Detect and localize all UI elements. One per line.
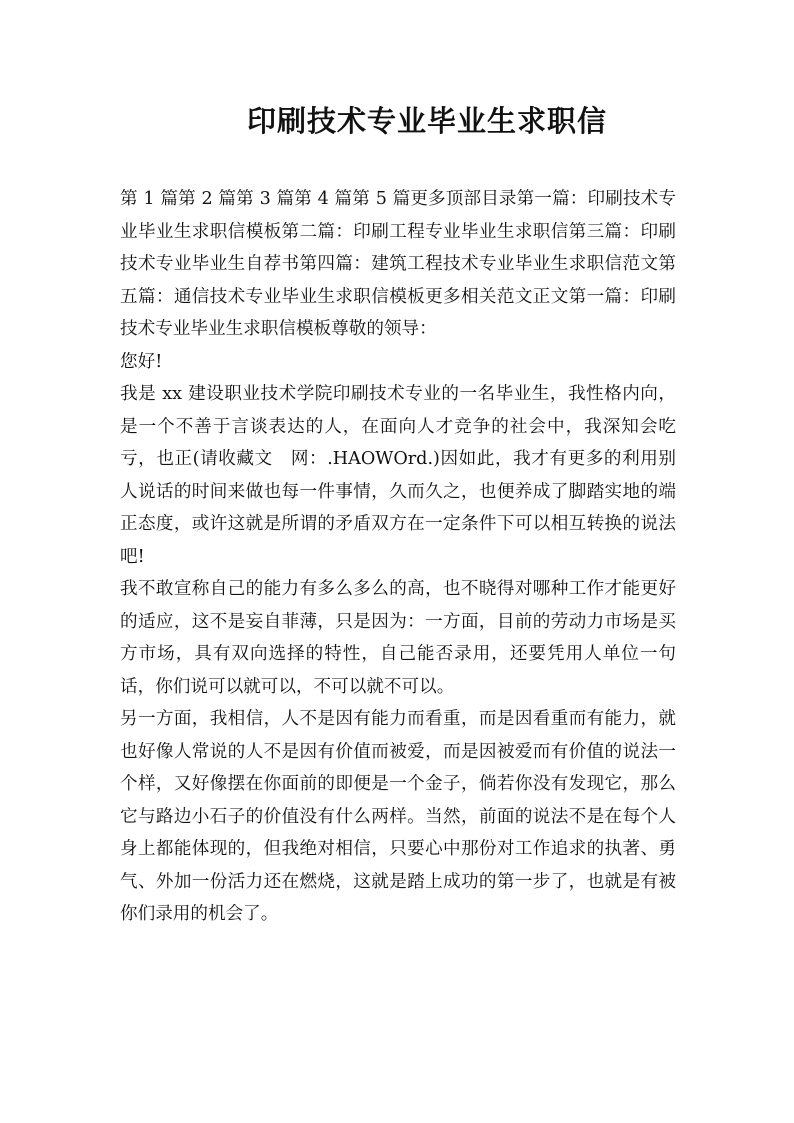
greeting: 您好! bbox=[120, 351, 163, 372]
body-paragraph-2: 我不敢宣称自己的能力有多么多么的高，也不晓得对哪种工作才能更好的适应，这不是妄自菲薄，只是因为：一方面，目前的劳动力市场是买方市场，具有双向选择的特性，自己能否录用，还要凭用人单位一句话，你们说可以就可以，不可以就不可以。 bbox=[120, 579, 676, 697]
toc-paragraph: 第 1 篇第 2 篇第 3 篇第 4 篇第 5 篇更多顶部目录第一篇：印刷技术专业毕业生求职信模板第二篇：印刷工程专业毕业生求职信第三篇：印刷技术专业毕业生自荐书第四篇：建筑工程技术专业毕业生求职信范文第五篇：通信技术专业毕业生求职信模板更多相关范文正文第一篇：印刷技术专业毕业生求职信模板尊敬的领导： bbox=[120, 189, 676, 339]
body-paragraph-3: 另一方面，我相信，人不是因有能力而看重，而是因看重而有能力，就也好像人常说的人不是因有价值而被爱，而是因被爱而有价值的说法一个样，又好像摆在你面前的即便是一个金子，倘若你没有发现它，那么它与路边小石子的价值没有什么两样。当然，前面的说法不是在每个人身上都能体现的，但我绝对相信，只要心中那份对工作追求的执著、勇气、外加一份活力还在燃烧，这就是踏上成功的第一步了，也就是有被你们录用的机会了。 bbox=[120, 709, 676, 924]
document-title: 印刷技术专业毕业生求职信 bbox=[246, 104, 607, 138]
body-paragraph-1: 我是 xx 建设职业技术学院印刷技术专业的一名毕业生，我性格内向，是一个不善于言谈表达的人，在面向人才竞争的社会中，我深知会吃亏，也正(请收藏文 网：.HAOWOrd.)因如此，我才有更多的利用别人说话的时间来做也每一件事情，久而久之，也便养成了脚踏实地的端正态度，或许这就是所谓的矛盾双方在一定条件下可以相互转换的说法吧! bbox=[120, 384, 676, 567]
document-body bbox=[120, 183, 676, 931]
